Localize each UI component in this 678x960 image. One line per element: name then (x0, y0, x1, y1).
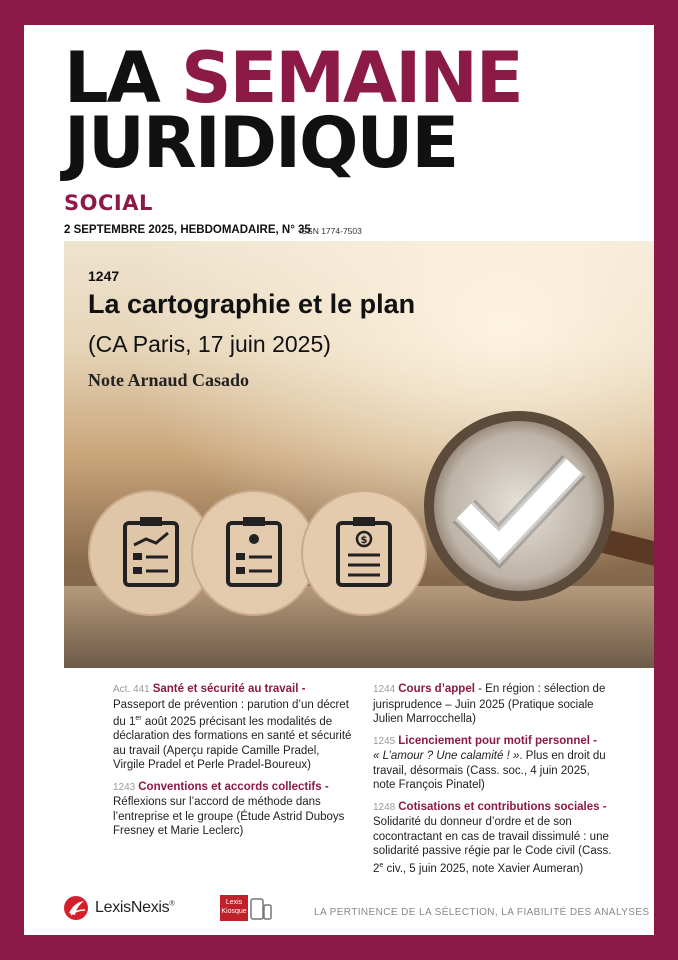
summary-column-left (113, 682, 353, 846)
summary-text: Passeport de prévention : parution d’un décret du 1 (113, 698, 349, 728)
summary-title: Licenciement pour motif personnel - (398, 734, 597, 747)
mobile-devices-icon (250, 897, 272, 921)
summary-title: Conventions et accords collectifs - (138, 780, 329, 793)
summary-ref: Act. 441 (113, 684, 150, 695)
summary-text: . Plus en droit du travail, désormais (Cass. soc., 4 juin 2025, note François Pinatel) (373, 750, 606, 791)
summary-text: Solidarité du donneur d’ordre et de son cocontractant en cas de travail dissimulé : une solidarité passive régie par le Code civil (Cass. 2 (373, 816, 612, 875)
superscript: e (379, 861, 384, 869)
registered-mark: ® (169, 900, 175, 908)
summary-text: Réflexions sur l’accord de méthode dans l’entreprise et le groupe (Étude Astrid Duboys Fresney et Marie Leclerc) (113, 796, 345, 838)
issue-date-line: 2 SEPTEMBRE 2025, HEBDOMADAIRE, N° 35 (64, 224, 311, 236)
summary-ref: 1245 (373, 735, 396, 747)
summary-item (113, 780, 353, 839)
summary-title: Cours d’appel (398, 683, 475, 695)
lexisnexis-logo-icon (63, 895, 89, 921)
summary-item (113, 682, 353, 773)
summary-item (373, 682, 613, 727)
section-label: SOCIAL (64, 191, 153, 215)
kiosque-line-2: Kiosque (221, 908, 247, 915)
summary-ref: 1244 (373, 684, 396, 695)
cover-article-author: Note Arnaud Casado (88, 370, 250, 390)
masthead-line-2: JURIDIQUE (64, 102, 458, 184)
summary-item (373, 734, 613, 793)
summary-title: Cotisations et contributions sociales - (398, 800, 607, 813)
kiosque-badge-label (220, 895, 248, 921)
summary-text: août 2025 précisant les modalités de déclaration des formations en santé et sécurité au travail (Aperçu rapide Camille Pradel, Virgile Pradel et Perle Pradel-Boureux) (113, 715, 352, 772)
kiosque-line-1: Lexis (225, 899, 243, 906)
summary-quote: « L’amour ? Une calamité ! » (373, 750, 520, 762)
summary-ref: 1248 (373, 801, 396, 813)
summary-item (373, 800, 613, 876)
cover-article-subtitle: (CA Paris, 17 juin 2025) (88, 331, 331, 357)
summary-text: civ., 5 juin 2025, note Xavier Aumeran) (383, 862, 584, 875)
summary-column-right (373, 682, 613, 883)
publisher-name-text: LexisNexis (95, 899, 170, 916)
clipboard-dollar-icon (302, 491, 426, 615)
summary-text: - En région : sélection de jurisprudence – Juin 2025 (Pratique sociale Julien Marrocchella) (373, 683, 606, 725)
summary-title: Santé et sécurité au travail - (152, 683, 306, 695)
lexis-kiosque-badge[interactable] (220, 895, 272, 923)
issn: ISSN 1774-7503 (299, 226, 362, 236)
masthead-la: LA (64, 37, 182, 119)
superscript: er (135, 715, 142, 722)
cover-article-title: La cartographie et le plan (88, 289, 416, 319)
svg-text:$: $ (360, 535, 368, 546)
cover-article-number: 1247 (88, 268, 120, 284)
cover-image (64, 241, 654, 668)
publisher-name (95, 899, 174, 917)
masthead-semaine: SEMAINE (181, 37, 522, 119)
cover-page (24, 25, 654, 935)
clipboard-person-icon (192, 491, 316, 615)
tagline: LA PERTINENCE DE LA SÉLECTION, LA FIABILITÉ DES ANALYSES (314, 907, 650, 918)
publisher-logo[interactable] (63, 895, 174, 921)
summary-ref: 1243 (113, 781, 136, 793)
